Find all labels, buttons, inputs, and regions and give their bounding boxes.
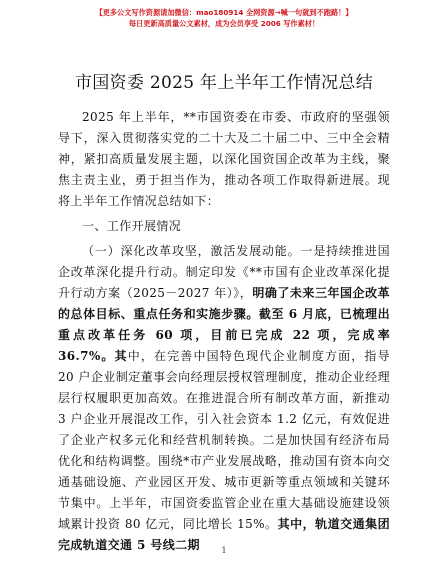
reform-bold-1: 明确了未来三年国企改革的总体目标、重点任务和实施步骤。截至 6 月底，已梳理出重点改革任务 60 项，目前已完成 22 项，完成率 36.7%。其 — [58, 286, 390, 363]
document-body — [58, 107, 390, 556]
promo-banner-line-1: 【更多公文写作资源请加微信：mao180914 全网资源→喊一句就到不跑路！】 — [95, 8, 353, 17]
intro-paragraph: 2025 年上半年，**市国资委在市委、市政府的坚强领导下，深入贯彻落实党的二十大及二十届二中、三中全会精神，紧扣高质量发展主题，以深化国资国企改革为主线，聚焦主责主业，勇于担当作为，推动各项工作取得新进展。现将上半年工作情况总结如下： — [58, 110, 390, 208]
promo-banner-line-2: 每日更新高质量公文素材，成为会员享受 2006 写作素材！ — [128, 19, 320, 28]
document-title: 市国资委 2025 年上半年工作情况总结 — [74, 73, 374, 93]
page-number: 1 — [221, 546, 227, 555]
reform-text-1: （一）深化改革攻坚，激活发展动能。一是持续推进国企改革深化提升行动。制定印发《**市国有企业改革深化提升行动方案（2025－2027 年）》， — [58, 244, 390, 300]
reform-text-2: 中，在完善中国特色现代企业制度方面，指导 20 户企业制定董事会向经理层授权管理制度，推动企业经理层行权履职更加高效。在推进混合所有制改革方面，新推动 3 户企业开展混改工作，引入社会资本 1.2 亿元，有效促进了企业产权多元化和经营机制转换。二是加快国有经济布局优化和结构调整。围绕*市产业发展战略，推动国有资本向交通基础设施、产业园区开发、城市更新等重点领域和关键环节集中。上半年，市国资委监管企业在重大基础设施建设领域累计投资 80 亿元，同比增长 15%。 — [58, 349, 390, 531]
section-heading: 一、工作开展情况 — [82, 219, 182, 233]
reform-bold-2: 其中，轨道交通集团完成轨道交通 5 号线二期 — [58, 517, 390, 552]
reform-paragraph — [58, 241, 390, 556]
